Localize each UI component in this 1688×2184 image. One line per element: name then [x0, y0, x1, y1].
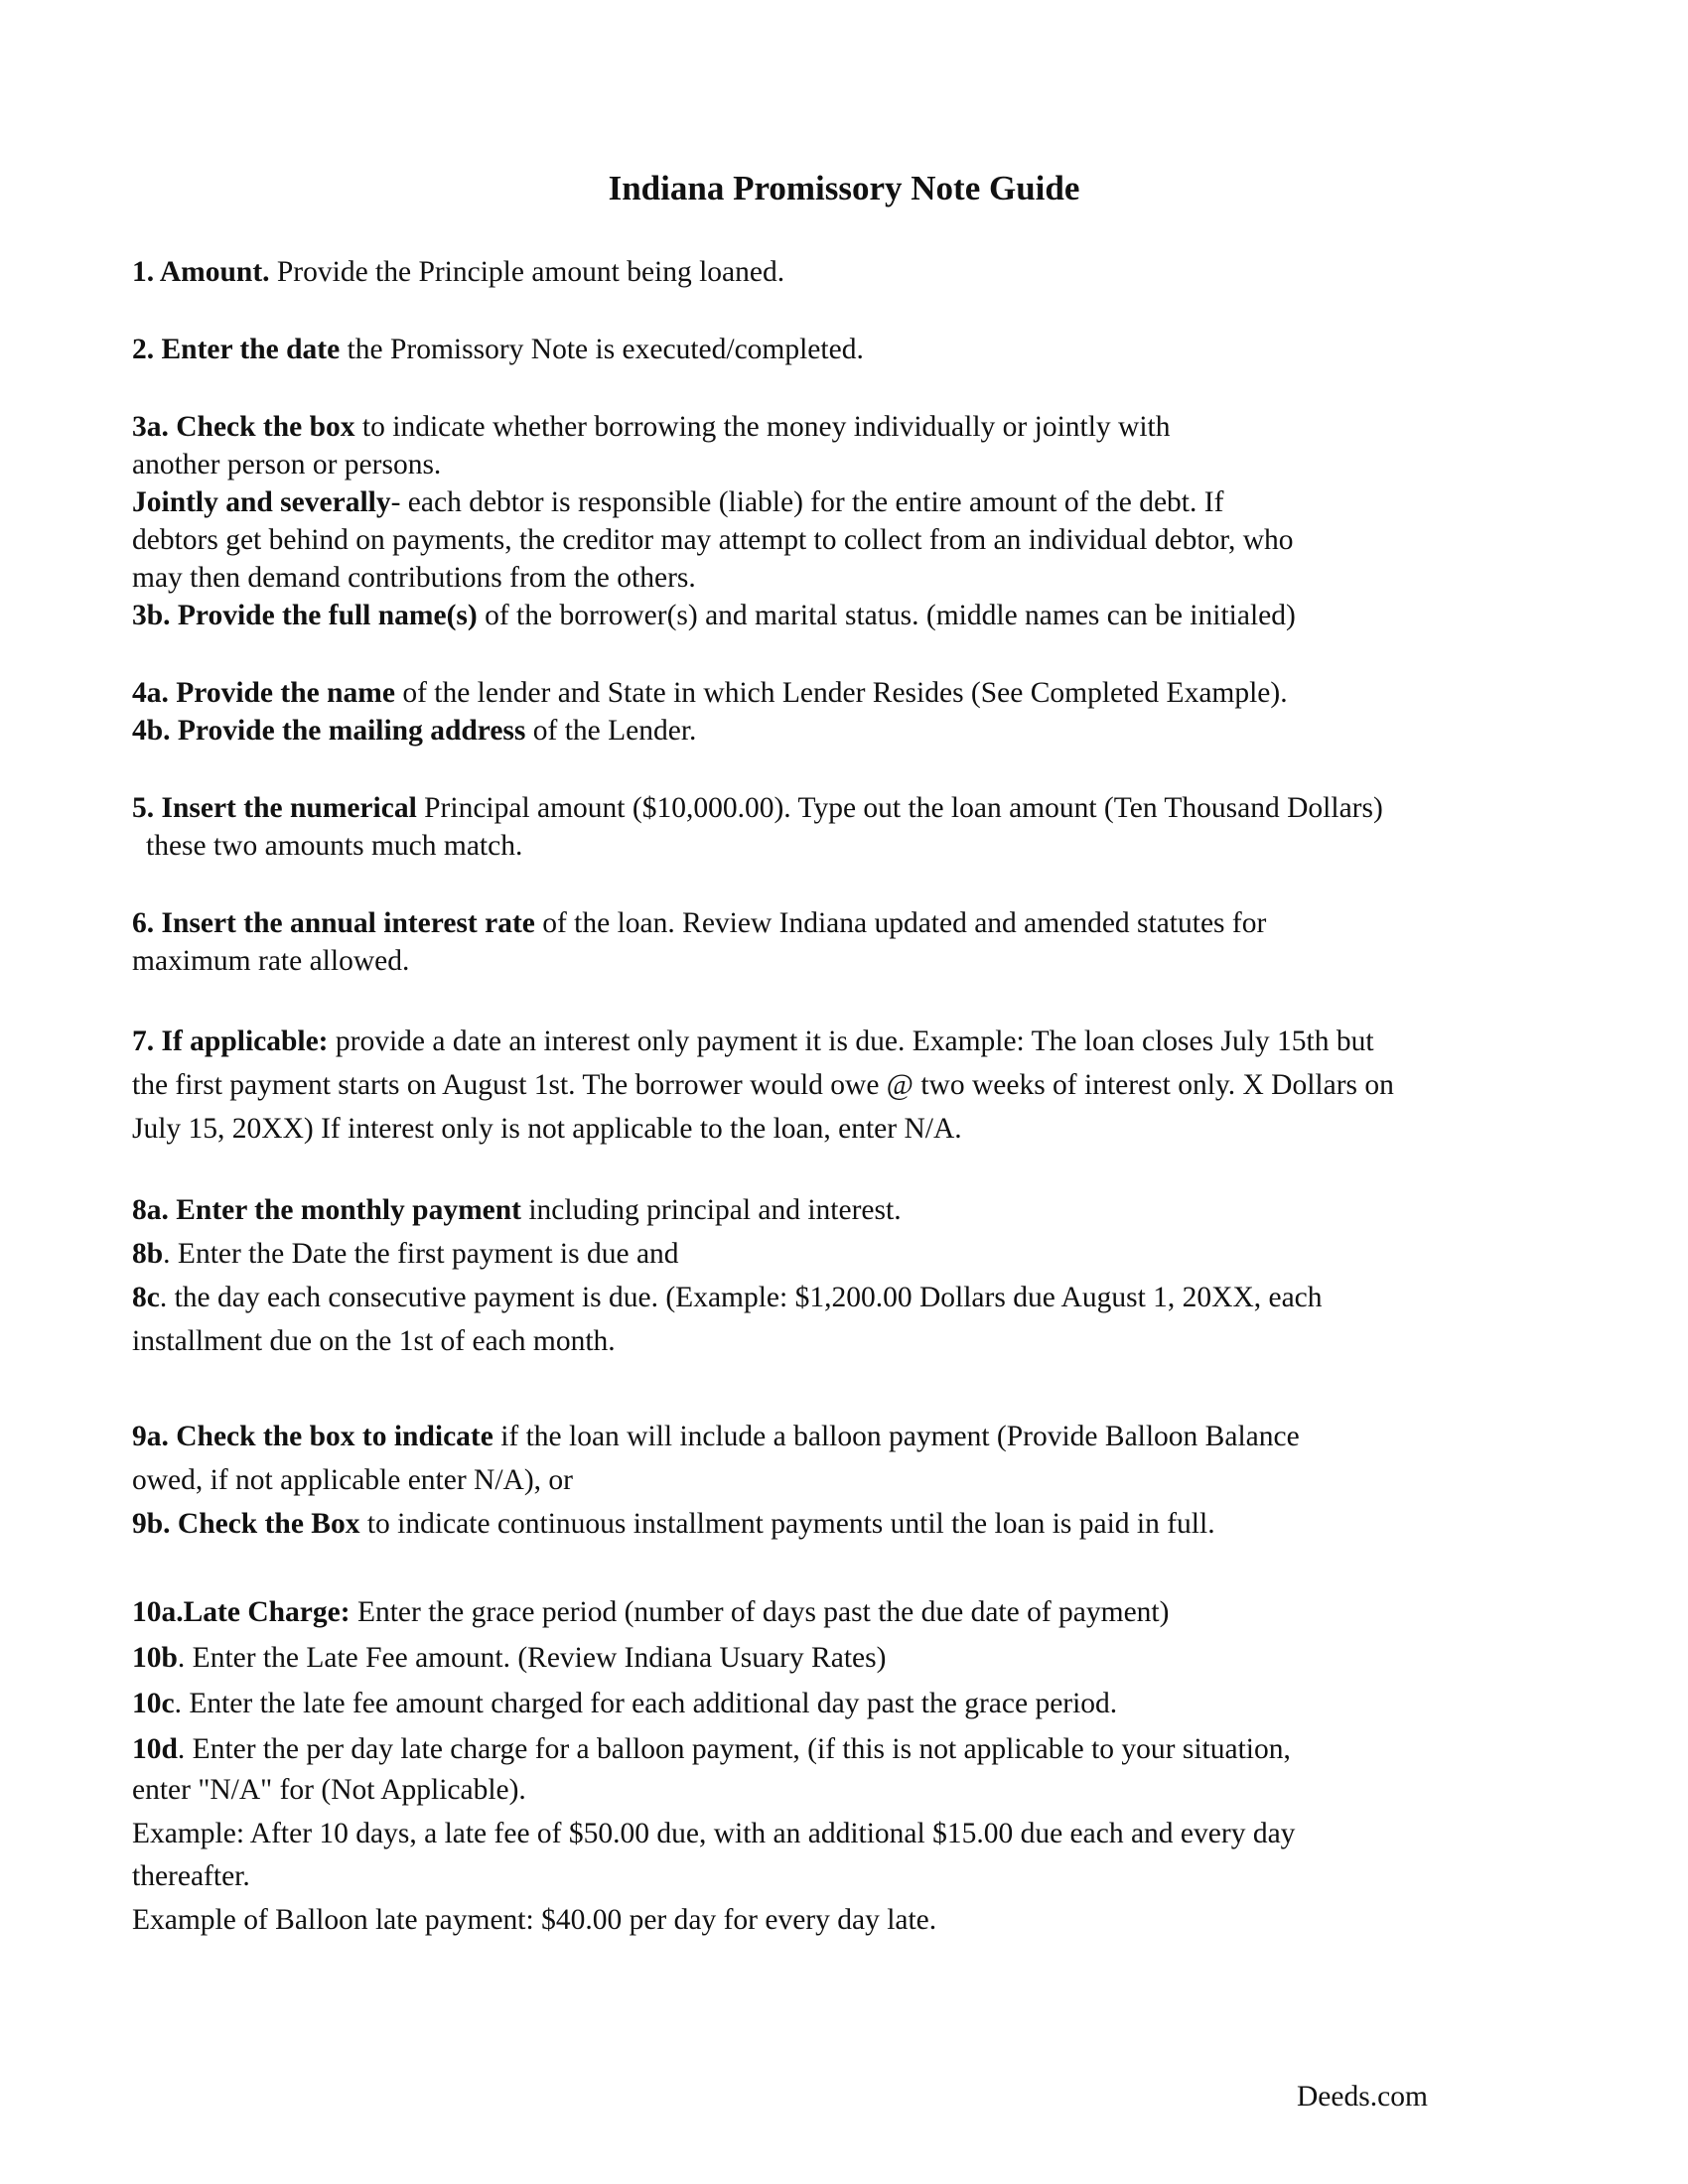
- item-3: [132, 408, 1562, 634]
- item-5-text: Principal amount ($10,000.00). Type out the loan amount (Ten Thousand Dollars): [416, 792, 1383, 824]
- item-2: [132, 331, 1562, 368]
- item-9a-text: if the loan will include a balloon payment (Provide Balloon Balance: [492, 1421, 1300, 1452]
- item-2-label: 2. Enter the date: [132, 334, 341, 365]
- item-4: [132, 674, 1562, 750]
- item-10d-text: . Enter the per day late charge for a balloon payment, (if this is not applicable to your situation,: [177, 1733, 1291, 1765]
- item-8b-label: 8b: [132, 1238, 164, 1270]
- item-2-text: the Promissory Note is executed/completed.: [340, 334, 864, 365]
- item-8c-text-2: installment due on the 1st of each month.: [132, 1325, 616, 1357]
- page-title: Indiana Promissory Note Guide: [608, 169, 1080, 207]
- example-1-text: Example: After 10 days, a late fee of $50.00 due, with an additional $15.00 due each and every day: [132, 1818, 1296, 1849]
- item-10b-label: 10b: [132, 1642, 178, 1674]
- jointly-severally-label: Jointly and severally: [132, 486, 391, 518]
- item-10c-label: 10c: [132, 1688, 175, 1719]
- item-10b-text: . Enter the Late Fee amount. (Review Indiana Usuary Rates): [177, 1642, 887, 1674]
- item-10c-text: . Enter the late fee amount charged for each additional day past the grace period.: [174, 1688, 1118, 1719]
- item-7: [132, 1020, 1562, 1151]
- item-6-text-2: maximum rate allowed.: [132, 945, 410, 977]
- item-6-text: of the loan. Review Indiana updated and amended statutes for: [534, 907, 1267, 939]
- item-5-label: 5. Insert the numerical: [132, 792, 417, 824]
- item-6-label: 6. Insert the annual interest rate: [132, 907, 535, 939]
- item-8a-label: 8a. Enter the monthly payment: [132, 1194, 521, 1226]
- item-9b-text: to indicate continuous installment payments until the loan is paid in full.: [359, 1508, 1215, 1540]
- item-8c-text: . the day each consecutive payment is due. (Example: $1,200.00 Dollars due August 1, 20XX, each: [159, 1282, 1323, 1313]
- item-8b-text: . Enter the Date the first payment is due and: [163, 1238, 679, 1270]
- item-10: [132, 1589, 1562, 1947]
- example-2-text: Example of Balloon late payment: $40.00 per day for every day late.: [132, 1904, 937, 1936]
- item-1-text: Provide the Principle amount being loaned.: [269, 256, 785, 288]
- footer-brand: Deeds.com: [1297, 2081, 1428, 2113]
- item-9: [132, 1415, 1562, 1546]
- item-10d-label: 10d: [132, 1733, 178, 1765]
- item-1-label: 1. Amount.: [132, 256, 270, 288]
- item-7-label: 7. If applicable:: [132, 1025, 329, 1057]
- item-3b-label: 3b. Provide the full name(s): [132, 600, 478, 631]
- item-9b-label: 9b. Check the Box: [132, 1508, 360, 1540]
- item-4a-label: 4a. Provide the name: [132, 677, 395, 709]
- example-1-text-2: thereafter.: [132, 1860, 250, 1892]
- item-8a-text: including principal and interest.: [520, 1194, 902, 1226]
- item-7-text: provide a date an interest only payment it is due. Example: The loan closes July 15th but: [328, 1025, 1374, 1057]
- jointly-severally-text-3: may then demand contributions from the others.: [132, 562, 696, 594]
- item-7-text-3: July 15, 20XX) If interest only is not applicable to the loan, enter N/A.: [132, 1113, 962, 1145]
- item-9a-label: 9a. Check the box to indicate: [132, 1421, 493, 1452]
- guide-content: [132, 253, 1562, 1947]
- item-3a-text: to indicate whether borrowing the money individually or jointly with: [354, 411, 1171, 443]
- item-3a-text-2: another person or persons.: [132, 449, 442, 480]
- item-8c-label: 8c: [132, 1282, 160, 1313]
- item-7-text-2: the first payment starts on August 1st. The borrower would owe @ two weeks of interest only. X Dollars on: [132, 1069, 1394, 1101]
- item-10d-text-2: enter "N/A" for (Not Applicable).: [132, 1774, 526, 1806]
- item-4b-text: of the Lender.: [525, 715, 697, 747]
- item-1: [132, 253, 1562, 291]
- jointly-severally-text: - each debtor is responsible (liable) for the entire amount of the debt. If: [390, 486, 1224, 518]
- item-4a-text: of the lender and State in which Lender Resides (See Completed Example).: [394, 677, 1288, 709]
- item-9a-text-2: owed, if not applicable enter N/A), or: [132, 1464, 573, 1496]
- item-8: [132, 1188, 1562, 1363]
- item-3b-text: of the borrower(s) and marital status. (middle names can be initialed): [477, 600, 1296, 631]
- item-10a-label: 10a.Late Charge:: [132, 1596, 351, 1628]
- item-6: [132, 904, 1562, 980]
- item-10a-text: Enter the grace period (number of days past the due date of payment): [350, 1596, 1170, 1628]
- item-3a-label: 3a. Check the box: [132, 411, 355, 443]
- item-4b-label: 4b. Provide the mailing address: [132, 715, 526, 747]
- item-5-text-2: these two amounts much match.: [146, 830, 523, 862]
- item-5: [132, 789, 1562, 865]
- jointly-severally-text-2: debtors get behind on payments, the creditor may attempt to collect from an individual debtor, who: [132, 524, 1294, 556]
